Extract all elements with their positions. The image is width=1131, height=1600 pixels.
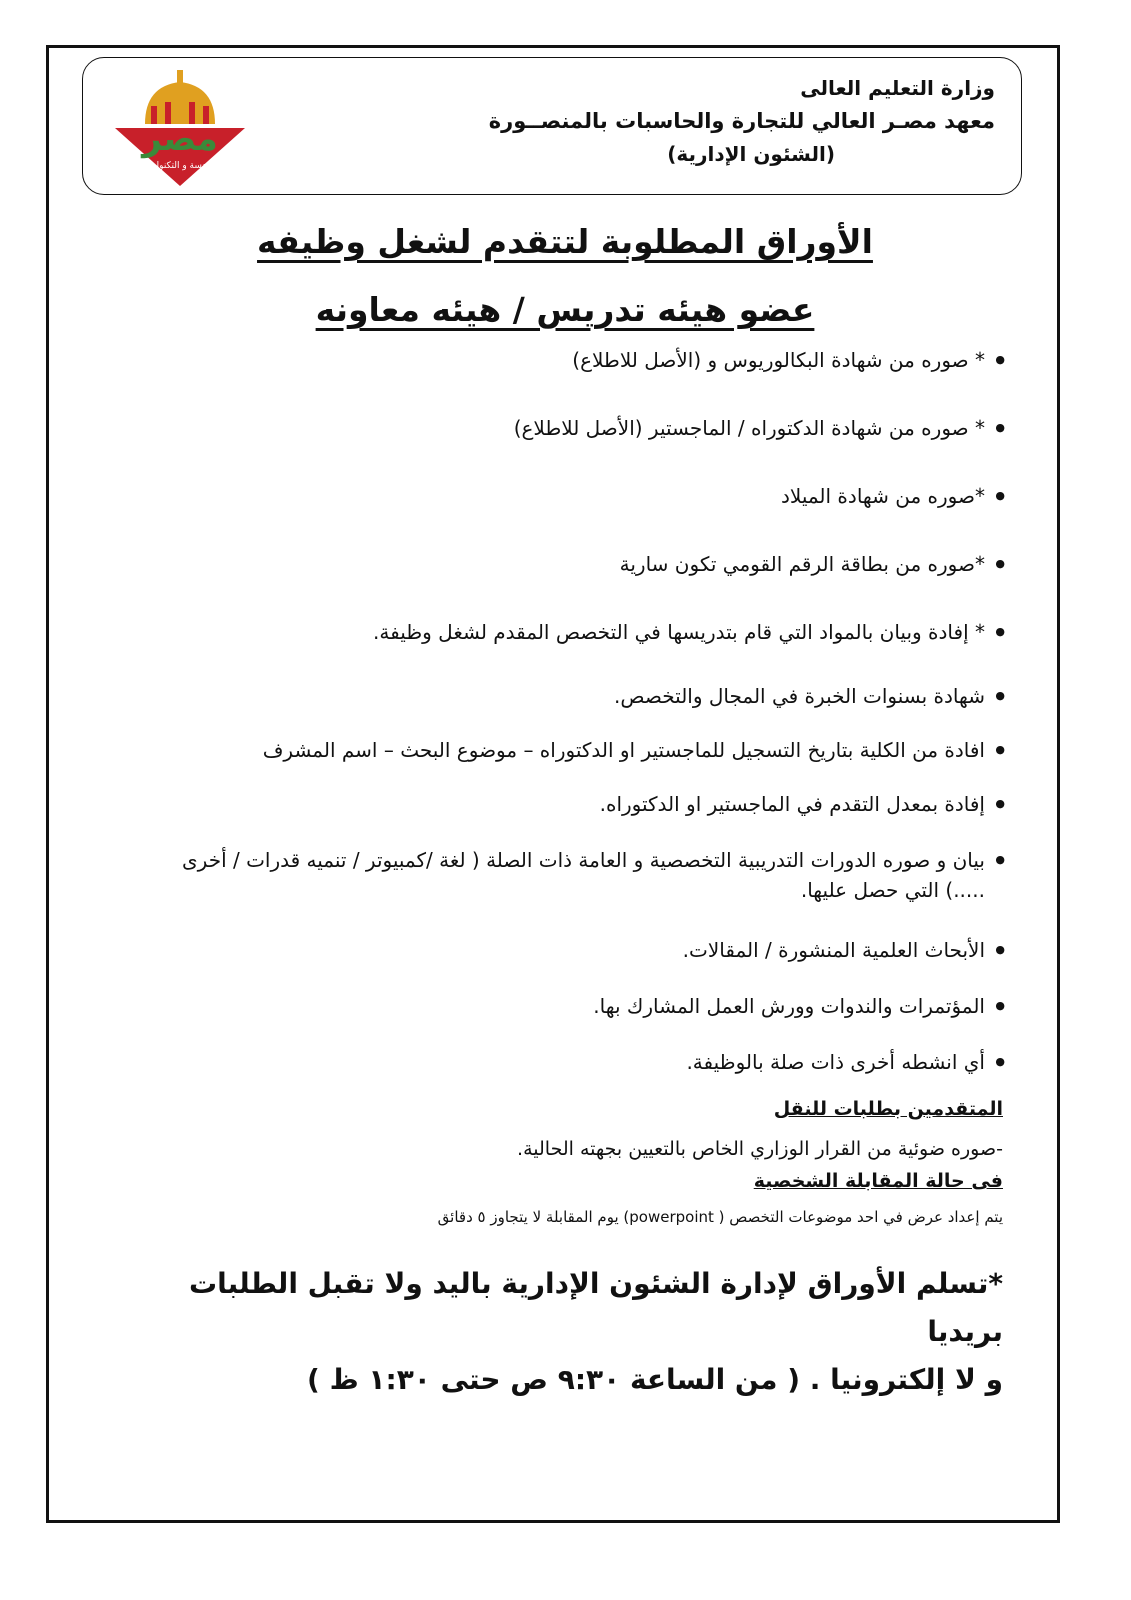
logo-subtext: للهندسة و التكنولوجيا — [140, 161, 220, 171]
submission-notice — [133, 1260, 1003, 1404]
notice-line-2: و لا إلكترونيا . ( من الساعة ٩:٣٠ ص حتى ١:٣٠ ظ ) — [307, 1363, 1003, 1396]
list-item: ● شهادة بسنوات الخبرة في المجال والتخصص. — [155, 681, 1005, 711]
page-title: الأوراق المطلوبة لتتقدم لشغل وظيفه — [257, 222, 873, 261]
transfer-text: -صوره ضوئية من القرار الوزاري الخاص بالتعيين بجهته الحالية. — [517, 1138, 1003, 1160]
transfer-heading: المتقدمين بطلبات للنقل — [773, 1098, 1003, 1120]
list-item: ● أي انشطه أخرى ذات صلة بالوظيفة. — [155, 1047, 1005, 1077]
notice-line-1: *تسلم الأوراق لإدارة الشئون الإدارية باليد ولا تقبل الطلبات بريديا — [189, 1267, 1003, 1348]
letterhead-text — [489, 72, 995, 171]
list-item: ● افادة من الكلية بتاريخ التسجيل للماجستير او الدكتوراه – موضوع البحث – اسم المشرف — [155, 735, 1005, 765]
department-name: (الشئون الإدارية) — [667, 142, 835, 166]
list-item: ● بيان و صوره الدورات التدريبية التخصصية و العامة ذات الصلة ( لغة /كمبيوتر / تنميه قدرات / أخرى .....) التي حصل عليها. — [175, 845, 1005, 905]
interview-text: يتم إعداد عرض في احد موضوعات التخصص ( powerpoint) يوم المقابلة لا يتجاوز ٥ دقائق — [437, 1208, 1003, 1226]
list-item: ● * صوره من شهادة الدكتوراه / الماجستير (الأصل للاطلاع) — [155, 413, 1005, 443]
list-item: ● *صوره من شهادة الميلاد — [155, 481, 1005, 511]
logo-text: مصر — [142, 119, 218, 159]
list-item: ● الأبحاث العلمية المنشورة / المقالات. — [155, 935, 1005, 965]
institute-logo — [105, 66, 255, 188]
list-item: ● *صوره من بطاقة الرقم القومي تكون سارية — [155, 549, 1005, 579]
letterhead — [82, 57, 1022, 195]
list-item: ● * صوره من شهادة البكالوريوس و (الأصل للاطلاع) — [155, 345, 1005, 375]
interview-heading: فى حالة المقابلة الشخصية — [753, 1170, 1003, 1192]
list-item: ● المؤتمرات والندوات وورش العمل المشارك بها. — [155, 991, 1005, 1021]
page-subtitle: عضو هيئه تدريس / هيئه معاونه — [315, 290, 815, 329]
institute-name: معهد مصـر العالي للتجارة والحاسبات بالمنصــورة — [488, 109, 995, 133]
ministry-name: وزارة التعليم العالى — [800, 76, 995, 100]
list-item: ● * إفادة وبيان بالمواد التي قام بتدريسها في التخصص المقدم لشغل وظيفة. — [155, 617, 1005, 647]
list-item: ● إفادة بمعدل التقدم في الماجستير او الدكتوراه. — [155, 789, 1005, 819]
